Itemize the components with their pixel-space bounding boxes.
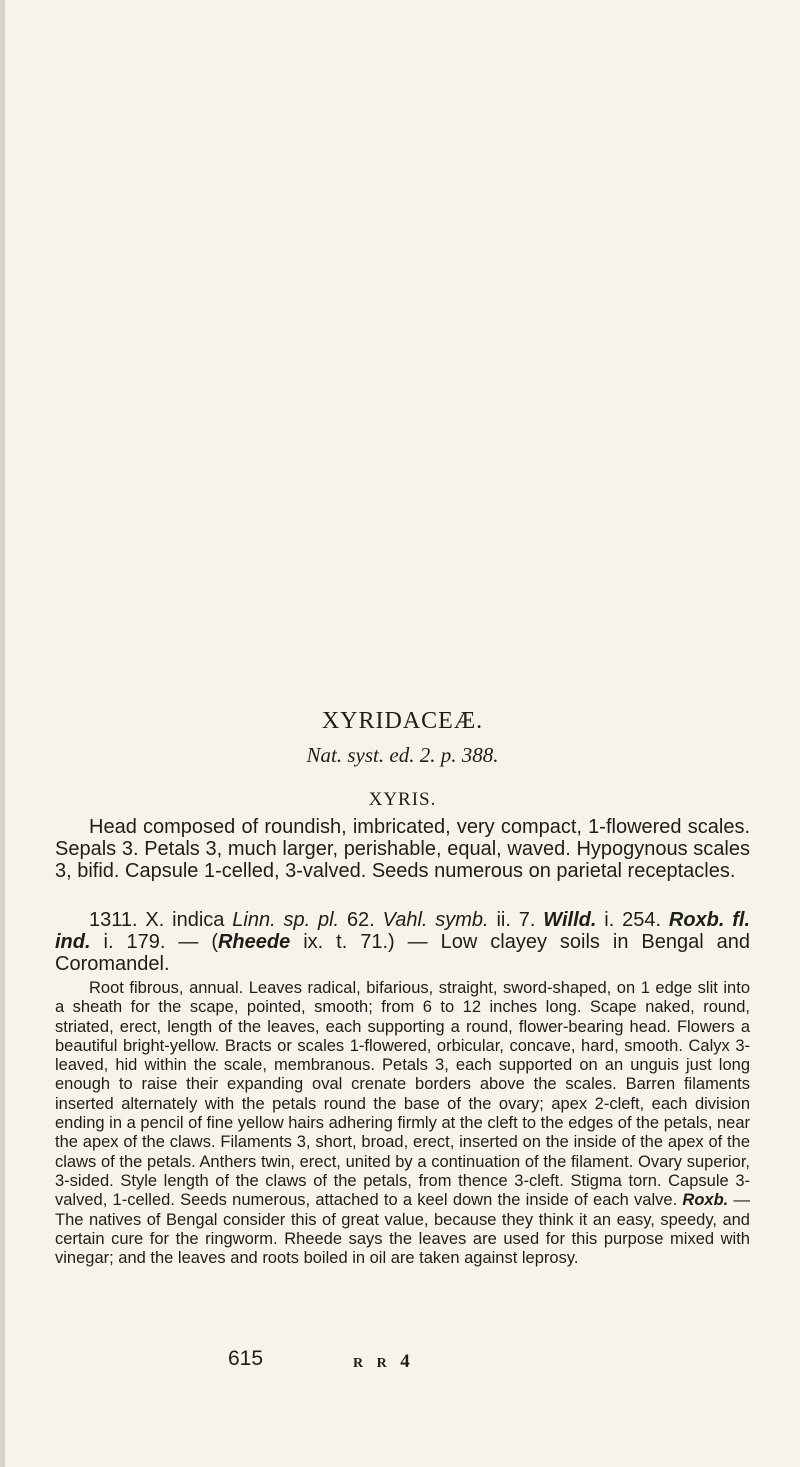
signature-letters: R R (353, 1356, 392, 1371)
ref-willd-num: i. 254. (604, 909, 662, 931)
page-number: 615 (228, 1347, 264, 1370)
ref-vahl: Vahl. symb. (382, 909, 489, 931)
signature-mark (353, 1351, 410, 1373)
ref-linn: Linn. sp. pl. (232, 909, 340, 931)
description-author: Roxb. (682, 1191, 729, 1210)
ref-rheede: Rheede (217, 931, 291, 953)
ref-willd: Willd. (543, 909, 597, 931)
description-part-1: Root fibrous, annual. Leaves radical, bifarious, straight, sword-shaped, on 1 edge slit into a sheath for the scape, pointed, smooth; from 6 to 12 inches long. Scape naked, round, striated, erect, length of the leaves, each supporting a round, flower-bearing head. Flowers a beautiful bright-yellow. Bracts or scales 1-flowered, orbicular, concave, hard, smooth. Calyx 3-leaved, hid within the scale, membranous. Petals 3, each supported on an unguis just long enough to raise their expanding oval crenate borders above the scales. Barren filaments inserted alternately with the petals round the base of the ovary; apex 2-cleft, each division ending in a pencil of fine yellow hairs adhering firmly at the cleft to the edges of the petals, near the apex of the claws. Filaments 3, short, broad, erect, inserted on the inside of the apex of the claws of the petals. Anthers twin, erect, united by a continuation of the filament. Ovary superior, 3-sided. Style length of the claws of the petals, from thence 3-cleft. Stigma torn. Capsule 3-valved, 1-celled. Seeds numerous, attached to a keel down the inside of each valve. (55, 979, 750, 1210)
generic-description (55, 816, 750, 882)
family-heading: XYRIDACEÆ. (321, 708, 484, 734)
ref-roxb-num: i. 179. — ( (103, 931, 218, 953)
signature-number: 4 (400, 1351, 410, 1372)
ref-rheede-num: ix. t. 71.) — Low clayey soils in Bengal and Coromandel. (55, 931, 751, 975)
reference-line: Nat. syst. ed. 2. p. 388. (306, 743, 499, 767)
page-footer (55, 1347, 750, 1371)
generic-description-text: Head composed of roundish, imbricated, very compact, 1-flowered scales. Sepals 3. Petals 3, much larger, perishable, equal, waved. Hypogynous scales 3, bifid. Capsule 1-celled, 3-valved. Seeds numerous on parietal receptacles. (55, 816, 750, 882)
description-part-2: — The natives of Bengal consider this of great value, because they think it an easy, speedy, and certain cure for the ringworm. Rheede says the leaves are used for this purpose mixed with vinegar; and the leaves and roots boiled in oil are taken against leprosy. (55, 1191, 750, 1268)
species-entry (55, 909, 750, 975)
ref-roxb: Roxb. fl. ind. (55, 909, 751, 953)
species-description (55, 979, 750, 1268)
species-entry-text (55, 909, 750, 975)
genus-heading: XYRIS. (368, 789, 437, 810)
species-name: X. indica (145, 909, 225, 931)
species-description-text (55, 979, 750, 1268)
page-binding-edge (0, 0, 5, 1467)
ref-linn-num: 62. (346, 909, 375, 931)
species-number: 1311. (89, 909, 138, 931)
ref-vahl-num: ii. 7. (496, 909, 536, 931)
